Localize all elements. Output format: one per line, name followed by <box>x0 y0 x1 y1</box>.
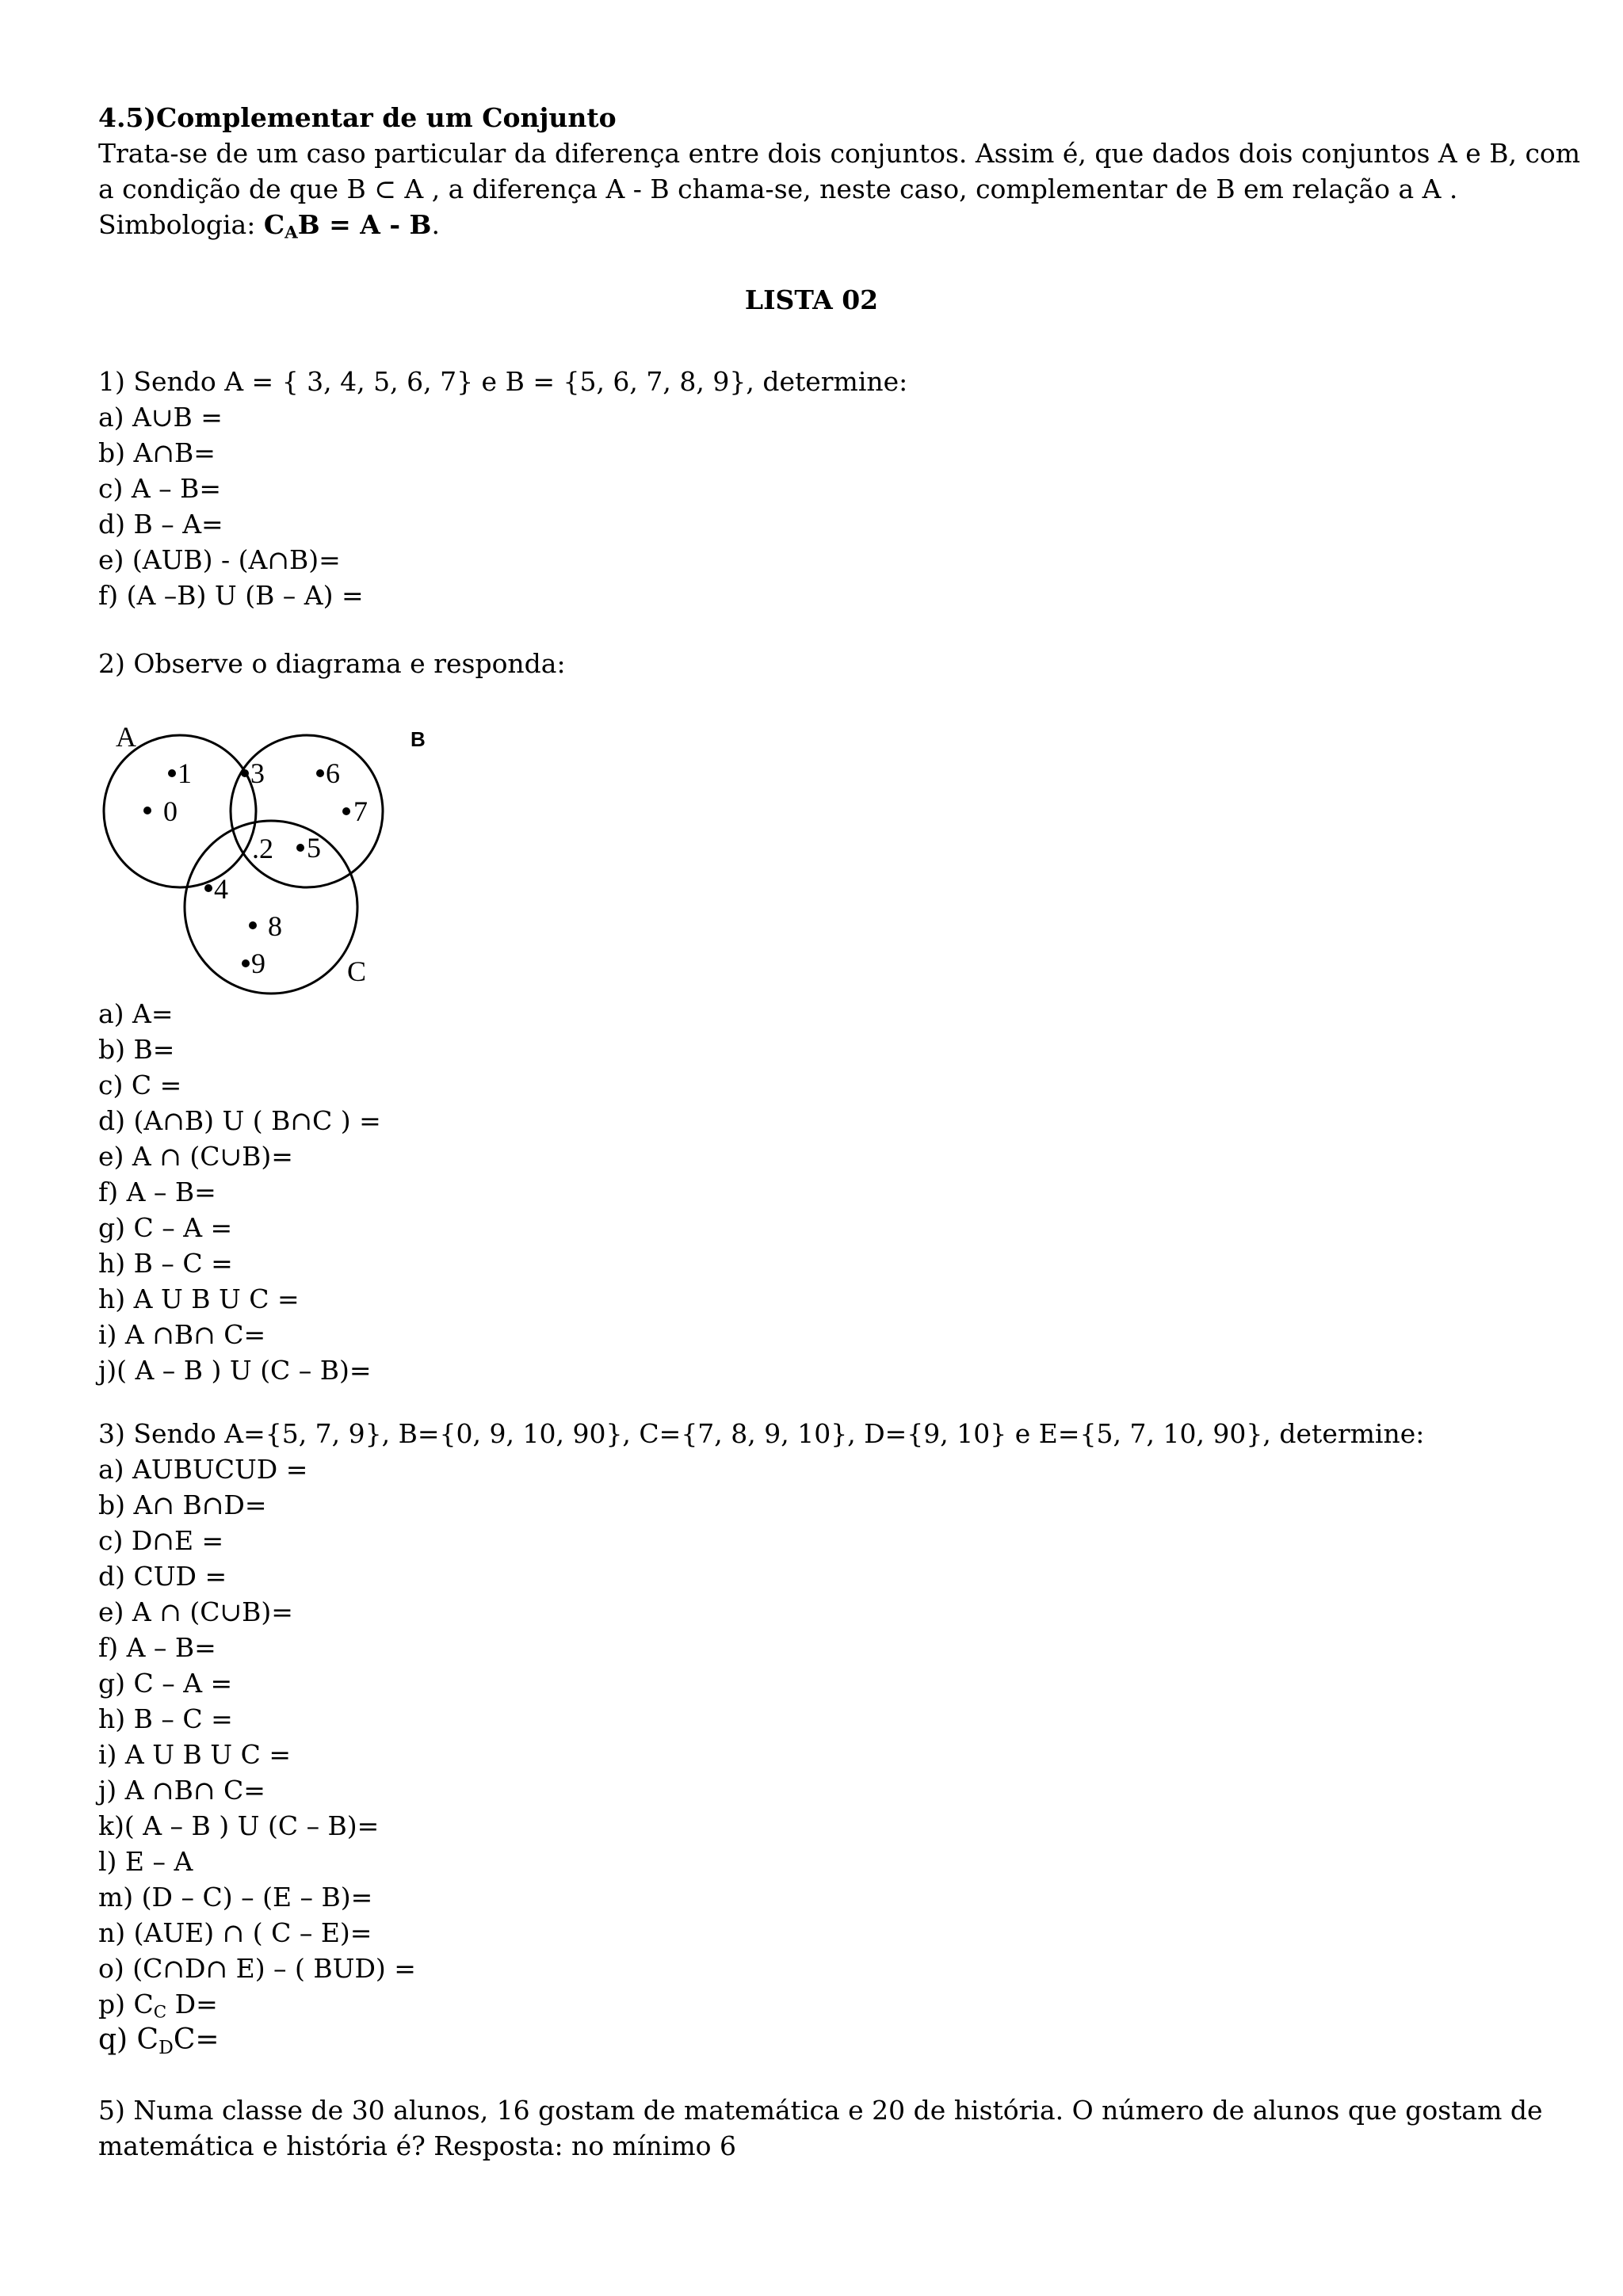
exercise-item: j)( A – B ) U (C – B)= <box>98 1355 372 1386</box>
exercise-item: i) A ∩B∩ C= <box>98 1319 266 1350</box>
exercise-item: b) A∩B= <box>98 437 216 468</box>
exercise-item: d) (A∩B) U ( B∩C ) = <box>98 1105 381 1136</box>
simbologia-label: Simbologia: <box>98 209 264 240</box>
exercise-2 <box>98 646 1533 681</box>
exercise-3 <box>98 1416 1533 2058</box>
exercise-item: g) C – A = <box>98 1212 233 1243</box>
element-label: 1 <box>178 757 192 789</box>
exercise-item: c) C = <box>98 1070 182 1100</box>
section-heading: 4.5)Complementar de um Conjunto <box>98 102 617 133</box>
exercise-item: d) CUD = <box>98 1561 227 1592</box>
item-p-sub: C <box>153 2002 167 2023</box>
element-dot <box>168 769 176 777</box>
intro-section <box>98 100 1581 243</box>
element-label: 9 <box>251 948 265 979</box>
venn-diagram <box>98 713 447 998</box>
simbologia-line <box>98 207 1533 242</box>
formula-c: C <box>263 209 285 240</box>
list-title: LISTA 02 <box>744 284 879 315</box>
formula-rest: B = A - B <box>297 209 432 240</box>
element-dot <box>204 884 212 892</box>
exercise-1-items <box>98 399 1533 613</box>
formula-end: . <box>431 209 440 240</box>
formula-sub: A <box>285 223 298 243</box>
exercise-item: i) A U B U C = <box>98 1739 291 1770</box>
exercise-item: d) B – A= <box>98 509 223 540</box>
simbologia-formula <box>263 209 432 243</box>
set-c-label: C <box>347 955 367 987</box>
exercise-item: h) A U B U C = <box>98 1283 300 1314</box>
element-dot <box>242 959 250 967</box>
exercise-item: h) B – C = <box>98 1703 233 1734</box>
element-label: .2 <box>252 833 273 864</box>
exercise-3-prompt: 3) Sendo A={5, 7, 9}, B={0, 9, 10, 90}, C={7, 8, 9, 10}, D={9, 10} e E={5, 7, 10, 90}, determine: <box>98 1418 1425 1449</box>
exercise-item: l) E – A <box>98 1846 193 1877</box>
element-dot <box>316 769 324 777</box>
exercise-item: f) A – B= <box>98 1632 216 1663</box>
exercise-item: b) B= <box>98 1034 175 1065</box>
element-dot <box>249 921 257 929</box>
exercise-item: e) A ∩ (C∪B)= <box>98 1141 293 1172</box>
item-q-sub: D <box>158 2035 174 2058</box>
exercise-item: o) (C∩D∩ E) – ( BUD) = <box>98 1953 416 1984</box>
item-p-prefix: p) C <box>98 1989 154 2019</box>
item-p-suffix: D= <box>166 1989 218 2019</box>
exercise-2-prompt: 2) Observe o diagrama e responda: <box>98 648 566 679</box>
exercise-1 <box>98 364 1533 613</box>
intro-text-line-1: Trata-se de um caso particular da diferença entre dois conjuntos. Assim é, que dados dois conjuntos A e B, com <box>98 138 1581 169</box>
exercise-2-items <box>98 996 1533 1388</box>
exercise-item: f) A – B= <box>98 1177 216 1207</box>
element-dot <box>241 769 249 777</box>
element-label: 3 <box>250 757 265 789</box>
element-label: 8 <box>268 910 282 942</box>
exercise-item: j) A ∩B∩ C= <box>98 1775 265 1806</box>
exercise-item-p <box>98 1986 1533 2022</box>
exercise-item: h) B – C = <box>98 1248 233 1279</box>
exercise-item: c) D∩E = <box>98 1525 224 1556</box>
exercise-item: f) (A –B) U (B – A) = <box>98 580 364 611</box>
exercise-item: a) A∪B = <box>98 402 223 433</box>
exercise-5 <box>98 2092 1543 2164</box>
intro-text-line-2: a condição de que B ⊂ A , a diferença A - B chama-se, neste caso, complementar de B em relação a A . <box>98 174 1458 204</box>
element-label: 7 <box>353 795 368 827</box>
element-label: 5 <box>307 832 321 864</box>
element-dot <box>143 807 151 814</box>
element-dot <box>342 807 350 815</box>
element-label: 4 <box>214 873 228 905</box>
exercise-item: c) A – B= <box>98 473 222 504</box>
venn-diagram-svg <box>98 713 447 998</box>
exercise-item: b) A∩ B∩D= <box>98 1489 267 1520</box>
element-label: 6 <box>326 757 340 789</box>
element-dot <box>296 844 304 852</box>
exercise-item: e) (AUB) - (A∩B)= <box>98 544 341 575</box>
exercise-1-prompt: 1) Sendo A = { 3, 4, 5, 6, 7} e B = {5, 6, 7, 8, 9}, determine: <box>98 366 908 397</box>
set-b-label: B <box>411 727 426 751</box>
exercise-item: a) AUBUCUD = <box>98 1454 308 1485</box>
set-a-label: A <box>116 721 136 753</box>
item-q-suffix: C= <box>173 2023 220 2056</box>
exercise-item: n) (AUE) ∩ ( C – E)= <box>98 1917 372 1948</box>
exercise-item: m) (D – C) – (E – B)= <box>98 1882 373 1913</box>
exercise-item: e) A ∩ (C∪B)= <box>98 1596 293 1627</box>
exercise-item: k)( A – B ) U (C – B)= <box>98 1810 380 1841</box>
exercise-5-line-1: 5) Numa classe de 30 alunos, 16 gostam de matemática e 20 de história. O número de alunos que gostam de <box>98 2095 1543 2126</box>
exercise-item: g) C – A = <box>98 1668 233 1699</box>
element-label: 0 <box>163 795 178 827</box>
exercise-5-line-2: matemática e história é? Resposta: no mínimo 6 <box>98 2130 736 2161</box>
exercise-item-q <box>98 2022 1533 2058</box>
exercise-item: a) A= <box>98 998 174 1029</box>
item-q-prefix: q) C <box>98 2023 159 2056</box>
